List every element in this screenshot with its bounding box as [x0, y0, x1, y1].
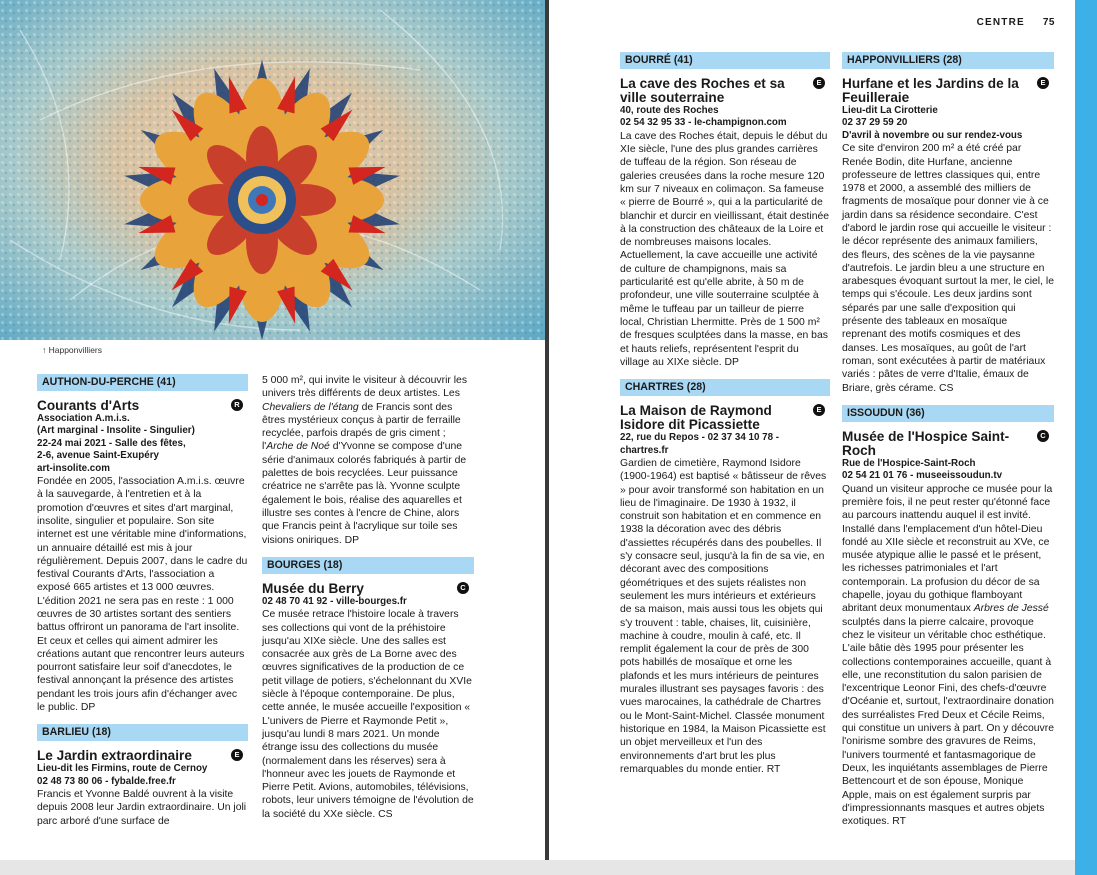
page-number: 75	[1042, 17, 1055, 28]
entry-title-maison-picassiette	[620, 404, 830, 432]
entry-title-text: La Maison de Raymond Isidore dit Picassiette	[620, 403, 772, 433]
text-run: d'Yvonne se compose d'une série d'animaux colorés fabriqués à partir de palettes de bois recyclées. Leur puissance créatrice ne s'arrête pas là. Yvonne sculpte également le bois, réalise des aquarelles et illustre ses contes à l'encre de Chine, alors que Francis peint à l'acrylique sur toile ses visions oniriques. DP	[262, 441, 467, 546]
entry-title-text: Courants d'Arts	[37, 398, 140, 413]
section-heading-bourges: BOURGES (18)	[262, 557, 474, 574]
section-heading-bourre: BOURRÉ (41)	[620, 52, 830, 69]
category-badge: E	[813, 77, 825, 89]
entry-description: La cave des Roches était, depuis le début du XIe siècle, l'une des plus grandes carrières de tuffeau de la région. Son réseau de galeries creusées dans la roche mesure 120 km sur 7 niveaux en colimaçon. Sa fameuse « pierre de Bourré », qui a la particularité de blanchir et durcir en vieillissant, était destinée à la construction des châteaux de la Loire et de nombreuses maisons locales. Actuellement, la cave accueille une activité de culture de champignons, mais sa particularité est qu'elle abrite, à 50 m de profondeur, une ville souterraine sculptée à même le tuffeau par un tailleur de pierre local, Christian Lhermitte. Près de 1 500 m² de fresques sculptées dans la masse, en bas et hauts reliefs, représentent l'esprit du village au XIXe siècle. DP	[620, 130, 830, 368]
entry-address: 2-6, avenue Saint-Exupéry	[37, 450, 159, 462]
entry-contact[interactable]: 02 54 32 95 33 - le-champignon.com	[620, 117, 787, 129]
entry-title-text: Musée de l'Hospice Saint-Roch	[842, 428, 1010, 458]
text-run: sculptés dans la pierre calcaire, provoque chez le visiteur un véritable choc esthétique. L'aile bâtie dès 1995 pour présenter les collections contemporaines accueille, quant à elle, une reconstitution du salon parisien de l'excentrique Leonor Fini, des chefs-d'œuvre d'Océanie et, surtout, l'extraordinaire donation des surréalistes Fred Deux et Cécile Reims, qui constitue un univers à part. On y découvre l'onirisme sombre des gravures de Reims, l'univers tourmenté et fantasmagorique de Deux, les inquiétants assemblages de Pierre Bettencourt et de son épouse, Monique Apple, mais on est également surpris par d'impressionnants masques et autres objets exotiques. RT	[842, 616, 1054, 828]
entry-contact[interactable]: 02 54 21 01 76 - museeissoudun.tv	[842, 470, 1003, 482]
entry-title-hospice-saint-roch	[842, 430, 1054, 458]
entry-address: Rue de l'Hospice-Saint-Roch	[842, 457, 976, 469]
category-badge: C	[457, 582, 469, 594]
category-badge: E	[231, 749, 243, 761]
entry-description-continued	[262, 374, 474, 547]
section-name: CENTRE	[976, 17, 1025, 28]
entry-hours: D'avril à novembre ou sur rendez-vous	[842, 129, 1023, 141]
text-run: Quand un visiteur approche ce musée pour la première fois, il ne peut rester qu'étonné face au parcours inattendu auquel il est invité. Installé dans l'emplacement d'un hôtel-Dieu fondé au XIIe siècle et reconstruit au XVe, ce musée atypique allie le passé et le présent, les richesses patrimoniales et l'art contemporain. La profusion du décor de sa chapelle, joyau du gothique flamboyant abritant deux monumentaux	[842, 483, 1053, 615]
page-edge-tab	[1075, 0, 1097, 875]
left-column-2	[262, 374, 474, 821]
entry-description: Ce musée retrace l'histoire locale à travers ses collections qui vont de la préhistoire jusqu'au XIXe siècle. Une des salles est consacrée aux grès de La Borne avec des œuvres significatives de la production de ce petit village de potiers, s'échelonnant du XVIe siècle à l'époque contemporaine. De plus, cette année, le musée accueille l'exposition « L'univers de Pierre et Raymonde Petit », jusqu'au lundi 8 mars 2021. Un monde étrange issu des collections du musée (normalement dans les réserves) sera à l'honneur avec les jouets de Raymonde et Pierre Petit. Avions, automobiles, télévisions, robots, leur univers témoigne de l'évolution de la société du XXe siècle. CS	[262, 609, 474, 820]
entry-dates: 22-24 mai 2021 - Salle des fêtes,	[37, 437, 186, 449]
entry-category: (Art marginal - Insolite - Singulier)	[37, 425, 195, 437]
section-heading-happonvilliers: HAPPONVILLIERS (28)	[842, 52, 1054, 69]
entry-organization: Association A.m.i.s.	[37, 413, 130, 424]
entry-title-courants-darts	[37, 399, 248, 413]
bottom-margin	[0, 860, 1075, 875]
mosaic-image	[0, 0, 545, 340]
entry-description: Gardien de cimetière, Raymond Isidore (1900-1964) est baptisé « bâtisseur de rêves » pour avoir transformé son habitation en un lieu de l'imaginaire. De 1930 à 1932, il construit son habitation et en commence en 1938 la décoration avec des débris d'assiettes récupérés dans des poubelles. Il s'y consacre seul, jusqu'à la fin de sa vie, en décorant avec des compositions géométriques et des sujets réalistes non seulement les murs intérieurs et extérieurs de sa maison, mais aussi tous les objets qui s'y trouvent : table, chaises, lit, cuisinière, machine à coudre, moulin à café, etc. Il remplit également la cour de près de 300 pots habillés de mosaïque et orne les plafonds et les murs intérieurs de peintures murales illustrant ses paysages favoris : des vues marocaines, la cathédrale de Chartres ou le Mont-Saint-Michel. Classée monument historique en 1984, la Maison Picassiette est un objet merveilleux et l'un des environnements d'art brut les plus remarquables du monde entier. RT	[620, 457, 827, 775]
entry-title-jardin-extraordinaire	[37, 749, 248, 763]
entry-title-text: La cave des Roches et sa ville souterraine	[620, 76, 785, 105]
entry-contact[interactable]: 22, rue du Repos - 02 37 34 10 78 - chartres.fr	[620, 432, 780, 456]
text-run-italic: Arche de Noé	[266, 441, 330, 453]
entry-address: Lieu-dit les Firmins, route de Cernoy	[37, 763, 208, 775]
category-badge: R	[231, 399, 243, 411]
category-badge: C	[1037, 430, 1049, 442]
left-column-1	[37, 374, 248, 828]
entry-contact[interactable]: 02 48 70 41 92 - ville-bourges.fr	[262, 595, 407, 607]
right-page	[549, 0, 1075, 860]
entry-description	[842, 483, 1054, 829]
entry-contact[interactable]: 02 48 73 80 06 - fybalde.free.fr	[37, 775, 176, 787]
right-column-2	[842, 52, 1054, 828]
running-header	[977, 17, 1055, 28]
entry-title-text: Le Jardin extraordinaire	[37, 748, 192, 764]
text-run: 5 000 m², qui invite le visiteur à découvrir les univers très différents de deux artistes. Les	[262, 375, 468, 400]
text-run: de Francis sont des êtres mystérieux conçus à partir de ferraille recyclée, parfois drapés de gris ciment ; l'	[262, 401, 461, 453]
entry-phone[interactable]: 02 37 29 59 20	[842, 117, 908, 129]
entry-address: 40, route des Roches	[620, 105, 719, 116]
entry-description: Ce site d'environ 200 m² a été créé par Renée Bodin, dite Hurfane, ancienne professeure de lettres classiques qui, entre 1978 et 2000, a assemblé des milliers de fragments de mosaïque pour donner vie à ce jardin dans sa résidence secondaire. C'est d'abord le jardin rose qui accueille le visiteur : le décor représente des animaux familiers, des fleurs, des scènes de la vie paysanne d'autrefois. Le jardin bleu a une structure en arabesques évoquant surtout la mer, le ciel, le temps qui s'écoule. Les deux jardins sont séparés par une salle d'exposition qui présente des tableaux en mosaïque reprenant des motifs cosmiques et des danses. Les mosaïques, au goût de l'art roman, sont exécutées à partir de matériaux variés : pâtes de verre d'Italie, émaux de Briare, grès cérame. CS	[842, 143, 1054, 394]
photo-caption: ↑ Happonvilliers	[42, 345, 102, 355]
entry-title-text: Musée du Berry	[262, 580, 364, 596]
category-badge: E	[813, 404, 825, 416]
entry-address: Lieu-dit La Cirotterie	[842, 105, 938, 116]
entry-title-cave-des-roches	[620, 77, 830, 105]
mosaic-photo	[0, 0, 545, 340]
right-column-1	[620, 52, 830, 776]
entry-title-text: Hurfane et les Jardins de la Feuilleraie	[842, 76, 1019, 105]
category-badge: E	[1037, 77, 1049, 89]
entry-title-hurfane	[842, 77, 1054, 105]
entry-website[interactable]: art-insolite.com	[37, 462, 110, 474]
section-heading-barlieu: BARLIEU (18)	[37, 724, 248, 741]
section-heading-issoudun: ISSOUDUN (36)	[842, 405, 1054, 422]
left-page	[0, 0, 545, 860]
text-run-italic: Chevaliers de l'étang	[262, 401, 359, 413]
section-heading-chartres: CHARTRES (28)	[620, 379, 830, 396]
text-run-italic: Arbres de Jessé	[973, 603, 1049, 615]
entry-title-musee-du-berry	[262, 582, 474, 596]
section-heading-authon: AUTHON-DU-PERCHE (41)	[37, 374, 248, 391]
entry-description: Francis et Yvonne Baldé ouvrent à la visite depuis 2008 leur Jardin extraordinaire. Un joli parc arboré d'une surface de	[37, 789, 247, 827]
entry-description: Fondée en 2005, l'association A.m.i.s. œuvre à la sauvegarde, à l'entretien et à la promotion d'œuvres et sites d'art marginal, insolite, singulier et populaire. Son site internet est une véritable mine d'informations, un annuaire détaillé est mis à jour régulièrement. Depuis 2007, dans le cadre du festival Courants d'Arts, l'association a exposé 665 artistes et 13 000 œuvres. L'édition 2021 ne sera pas en reste : 1 000 œuvres de 30 artistes sortant des sentiers battus offriront un panorama de l'art insolite. Et ceux et celles qui aiment admirer les créations autant que rencontrer leurs auteurs pourront satisfaire leur soif d'anecdotes, le festival annonçant la présence des artistes pendant les trois jours afin d'échanger avec le public. DP	[37, 476, 248, 714]
